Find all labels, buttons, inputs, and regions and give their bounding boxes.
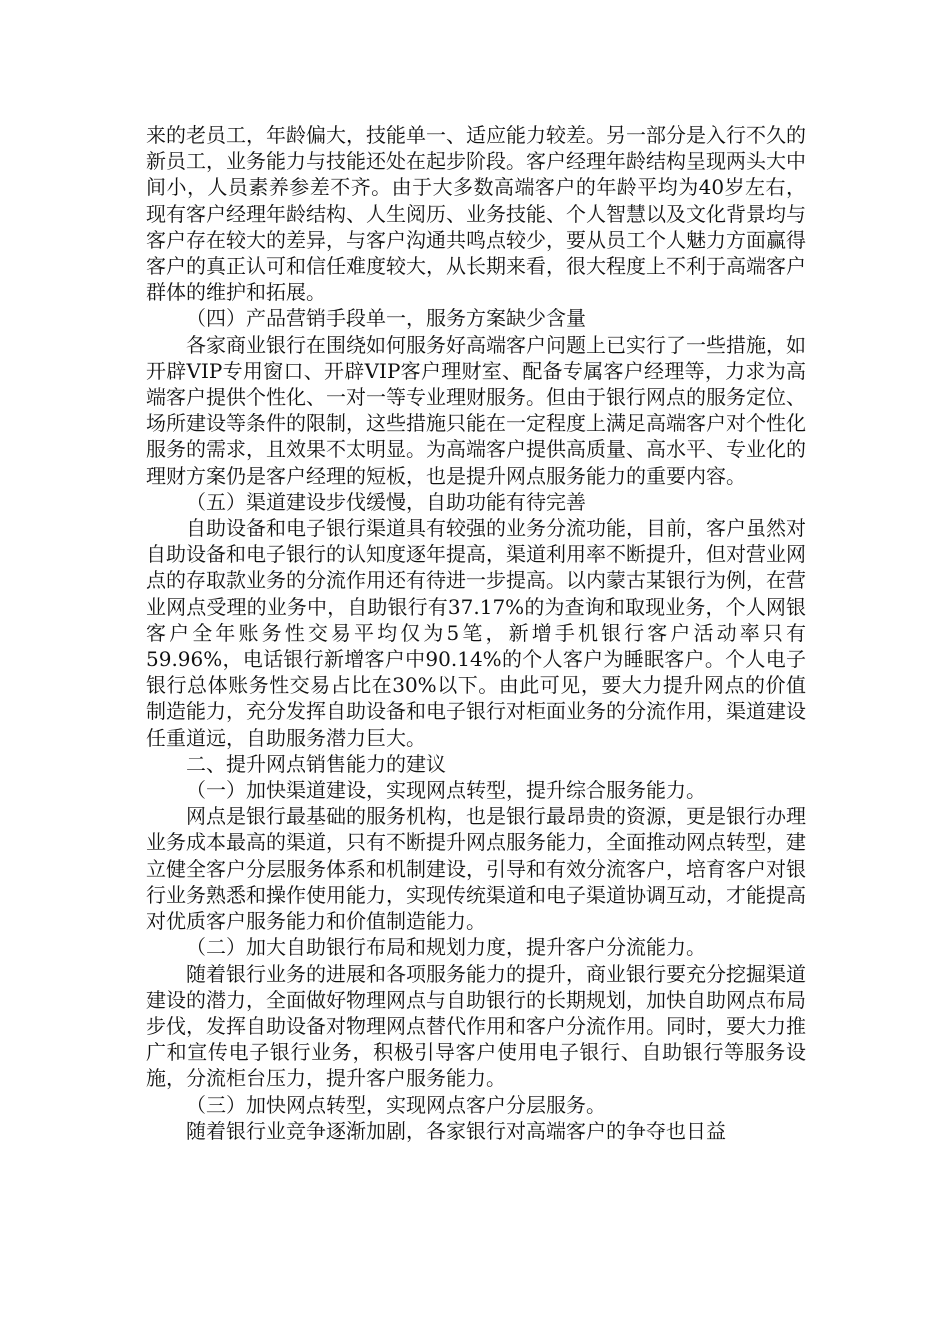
paragraph-branch-transformation: 网点是银行最基础的服务机构，也是银行最昂贵的资源，更是银行办理业务成本最高的渠道，只有不断提升网点服务能力，全面推动网点转型，建立健全客户分层服务体系和机制建设，引导和有效分流客户，培育客户对银行业务熟悉和操作使用能力，实现传统渠道和电子渠道协调互动，才能提高对优质客户服务能力和价值制造能力。 xyxy=(146,804,806,934)
paragraph-self-service-layout: 随着银行业务的进展和各项服务能力的提升，商业银行要充分挖掘渠道建设的潜力，全面做好物理网点与自助银行的长期规划，加快自助网点布局步伐，发挥自助设备对物理网点替代作用和客户分流作用。同时，要大力推广和宣传电子银行业务，积极引导客户使用电子银行、自助银行等服务设施，分流柜台压力，提升客户服务能力。 xyxy=(146,961,806,1091)
paragraph-staff-age-structure: 来的老员工，年龄偏大，技能单一、适应能力较差。另一部分是入行不久的新员工，业务能力与技能还处在起步阶段。客户经理年龄结构呈现两头大中间小，人员素养参差不齐。由于大多数高端客户的年龄平均为40岁左右，现有客户经理年龄结构、人生阅历、业务技能、个人智慧以及文化背景均与客户存在较大的差异，与客户沟通共鸣点较少，要从员工个人魅力方面赢得客户的真正认可和信任难度较大，从长期来看，很大程度上不利于高端客户群体的维护和拓展。 xyxy=(146,123,806,305)
heading-recommendation-one: （一）加快渠道建设，实现网点转型，提升综合服务能力。 xyxy=(186,778,706,803)
heading-channel-construction: （五）渠道建设步伐缓慢，自助功能有待完善 xyxy=(186,489,586,514)
heading-recommendation-three: （三）加快网点转型，实现网点客户分层服务。 xyxy=(186,1092,606,1117)
document-body xyxy=(146,122,806,1144)
paragraph-self-service-channels: 自助设备和电子银行渠道具有较强的业务分流功能，目前，客户虽然对自助设备和电子银行的认知度逐年提高，渠道利用率不断提升，但对营业网点的存取款业务的分流作用还有待进一步提高。以内蒙古某银行为例，在营业网点受理的业务中，自助银行有37.17%的为查询和取现业务，个人网银客户全年账务性交易平均仅为5笔，新增手机银行客户活动率只有59.96%，电话银行新增客户中90.14%的个人客户为睡眠客户。个人电子银行总体账务性交易占比在30%以下。由此可见，要大力提升网点的价值制造能力，充分发挥自助设备和电子银行对柜面业务的分流作用，渠道建设任重道远，自助服务潜力巨大。 xyxy=(146,516,806,750)
heading-recommendation-two: （二）加大自助银行布局和规划力度，提升客户分流能力。 xyxy=(186,935,706,960)
paragraph-vip-services: 各家商业银行在围绕如何服务好高端客户问题上已实行了一些措施，如开辟VIP专用窗口、开辟VIP客户理财室、配备专属客户经理等，力求为高端客户提供个性化、一对一等专业理财服务。但由于银行网点的服务定位、场所建设等条件的限制，这些措施只能在一定程度上满足高端客户对个性化服务的需求，且效果不太明显。为高端客户提供高质量、高水平、专业化的理财方案仍是客户经理的短板，也是提升网点服务能力的重要内容。 xyxy=(146,332,806,488)
paragraph-competition-high-end: 随着银行业竞争逐渐加剧，各家银行对高端客户的争夺也日益 xyxy=(186,1118,726,1143)
heading-product-marketing: （四）产品营销手段单一，服务方案缺少含量 xyxy=(186,306,586,331)
heading-section-two-recommendations: 二、提升网点销售能力的建议 xyxy=(186,751,446,776)
